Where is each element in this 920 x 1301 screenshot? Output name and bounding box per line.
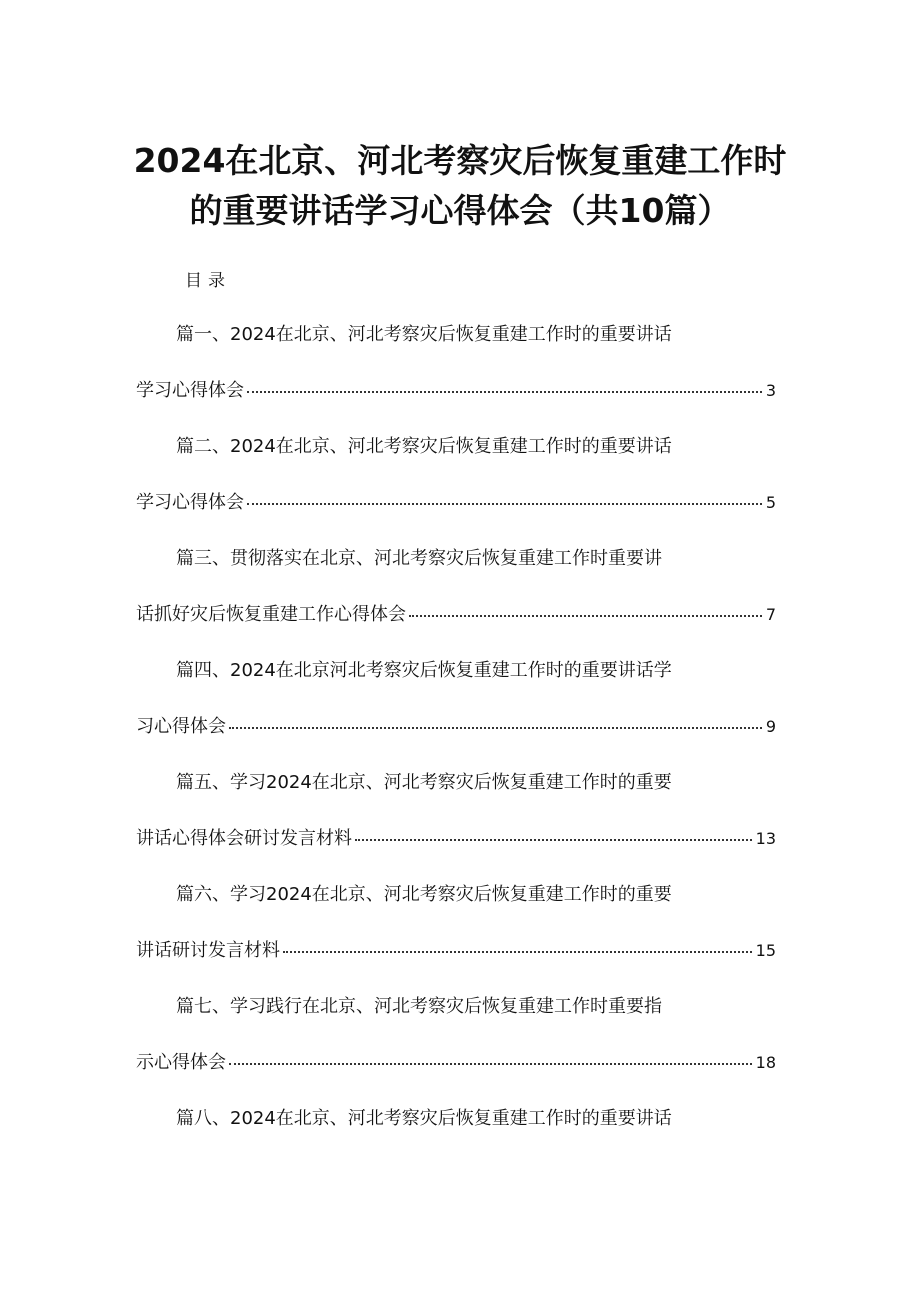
toc-page-number: 9 xyxy=(765,717,776,736)
toc-leader-dots xyxy=(409,615,762,617)
toc-entry-continuation xyxy=(136,712,776,738)
toc-leader-dots xyxy=(355,839,752,841)
toc-page-number: 13 xyxy=(755,829,776,848)
toc-page-number: 18 xyxy=(755,1053,776,1072)
toc-entry-title: 篇五、学习2024在北京、河北考察灾后恢复重建工作时的重要 xyxy=(176,772,672,793)
toc-entry-title-cont: 讲话心得体会研讨发言材料 xyxy=(136,828,352,849)
toc-entry-title: 篇四、2024在北京河北考察灾后恢复重建工作时的重要讲话学 xyxy=(176,660,672,681)
toc-page-number: 7 xyxy=(765,605,776,624)
toc-entry-title: 篇三、贯彻落实在北京、河北考察灾后恢复重建工作时重要讲 xyxy=(176,548,662,569)
toc-entry-title-cont: 学习心得体会 xyxy=(136,492,244,513)
toc-entry-title-cont: 学习心得体会 xyxy=(136,380,244,401)
toc-page-number: 3 xyxy=(765,381,776,400)
toc-entry-title-cont: 示心得体会 xyxy=(136,1052,226,1073)
toc-entry-title-cont: 习心得体会 xyxy=(136,716,226,737)
toc-entry-title-cont: 话抓好灾后恢复重建工作心得体会 xyxy=(136,604,406,625)
toc-leader-dots xyxy=(229,727,762,729)
toc-leader-dots xyxy=(247,391,762,393)
toc-entry-title-cont: 讲话研讨发言材料 xyxy=(136,940,280,961)
document-title xyxy=(120,136,800,236)
toc-page-number: 15 xyxy=(755,941,776,960)
toc-page-number: 5 xyxy=(765,493,776,512)
toc-entry-continuation xyxy=(136,600,776,626)
toc-entry-continuation xyxy=(136,1048,776,1074)
title-line-2: 的重要讲话学习心得体会（共10篇） xyxy=(189,191,731,230)
toc-leader-dots xyxy=(247,503,762,505)
toc-entry-continuation xyxy=(136,488,776,514)
toc-entry-title: 篇二、2024在北京、河北考察灾后恢复重建工作时的重要讲话 xyxy=(176,436,672,457)
toc-label: 目录 xyxy=(185,271,231,291)
toc-leader-dots xyxy=(229,1063,752,1065)
toc-entry-title: 篇八、2024在北京、河北考察灾后恢复重建工作时的重要讲话 xyxy=(176,1108,672,1129)
toc-entry-title: 篇六、学习2024在北京、河北考察灾后恢复重建工作时的重要 xyxy=(176,884,672,905)
toc-entry-continuation xyxy=(136,376,776,402)
toc-leader-dots xyxy=(283,951,752,953)
toc-entry-title: 篇七、学习践行在北京、河北考察灾后恢复重建工作时重要指 xyxy=(176,996,662,1017)
toc-entry-continuation xyxy=(136,824,776,850)
toc-entry-title: 篇一、2024在北京、河北考察灾后恢复重建工作时的重要讲话 xyxy=(176,324,672,345)
title-line-1: 2024在北京、河北考察灾后恢复重建工作时 xyxy=(133,141,787,180)
toc-entry-continuation xyxy=(136,936,776,962)
